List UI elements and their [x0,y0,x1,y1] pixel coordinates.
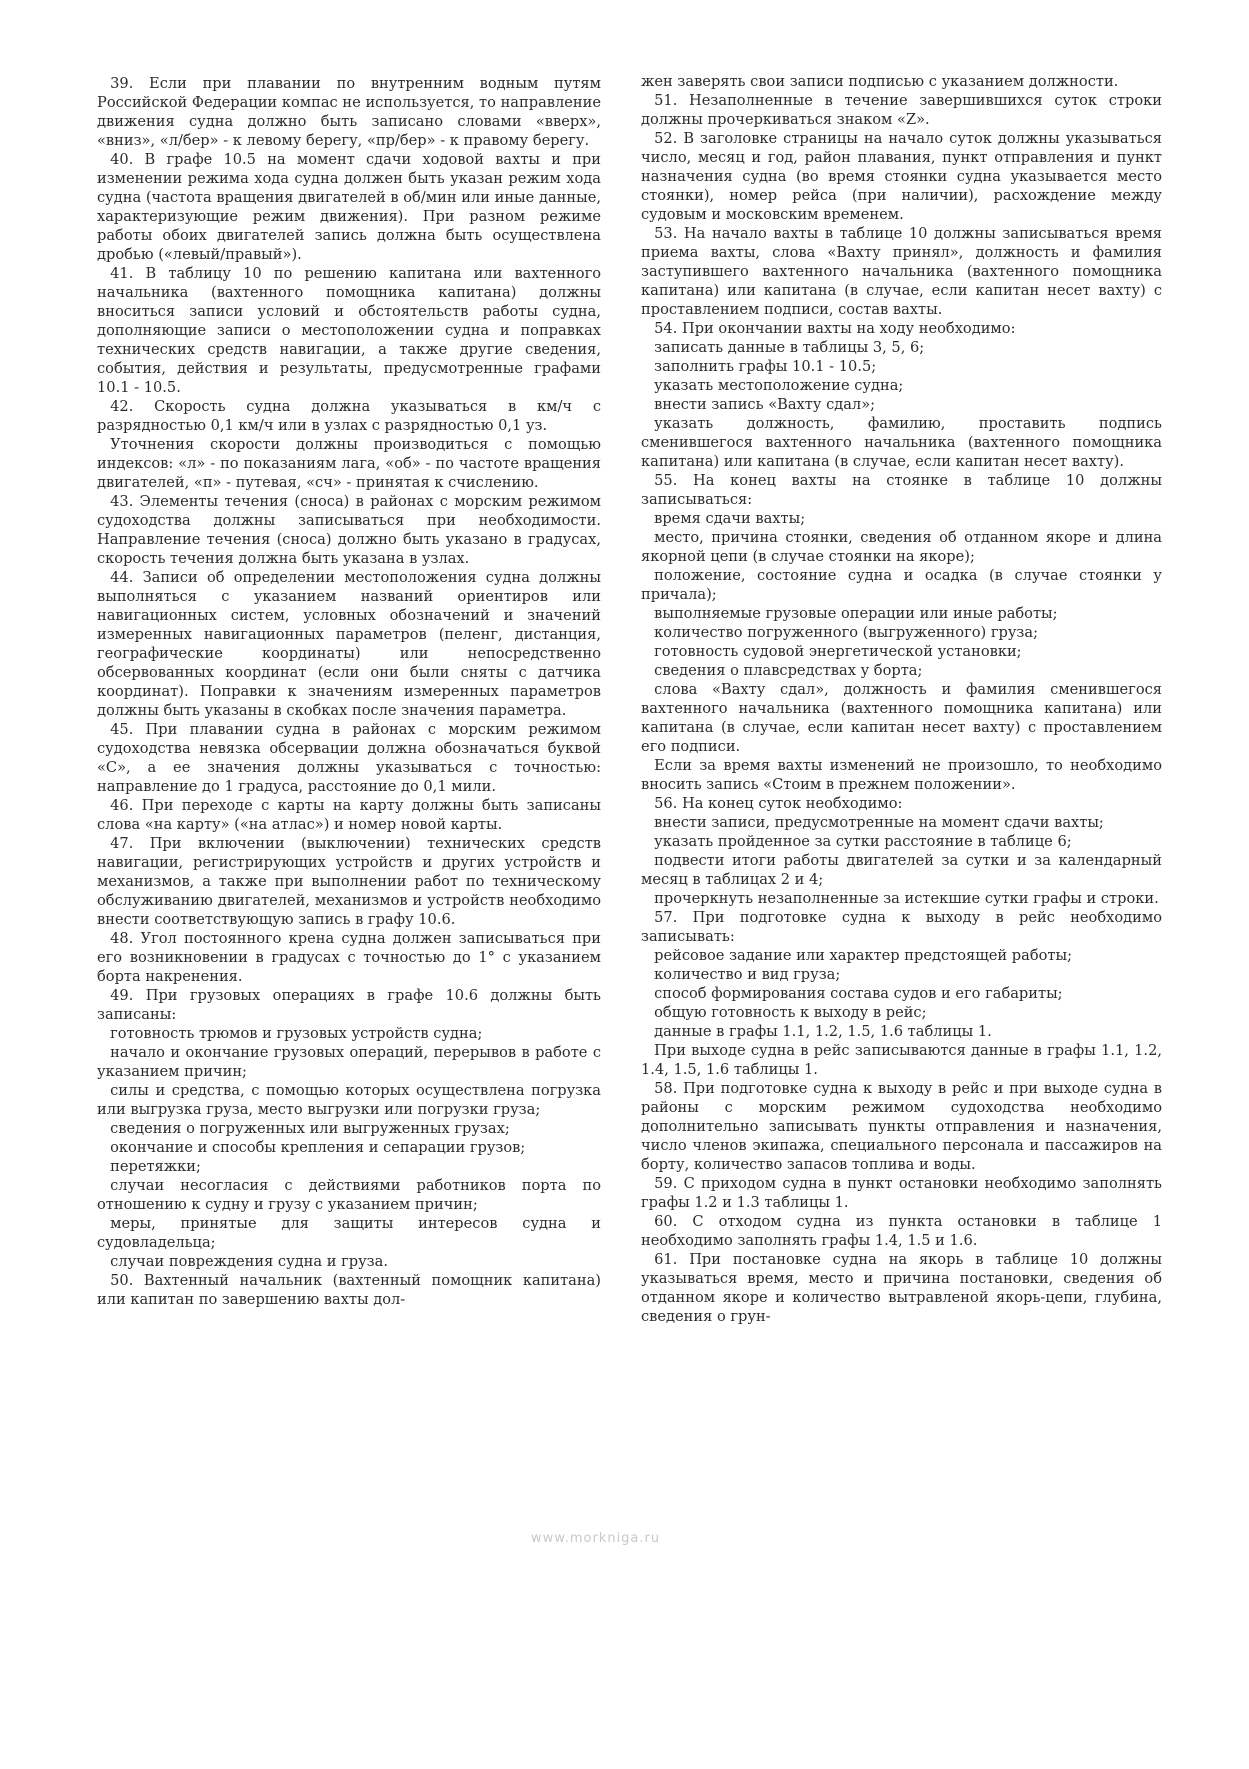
watermark: www.morkniga.ru [531,1531,661,1546]
list-item: место, причина стоянки, сведения об отданном якоре и длина якорной цепи (в случае стоянки на якоре); [641,529,1162,565]
list-item: заполнить графы 10.1 - 10.5; [654,358,877,375]
list-item: время сдачи вахты; [654,510,806,527]
list-item: случаи несогласия с действиями работников порта по отношению к судну и грузу с указанием причин; [97,1177,601,1213]
paragraph-41: 41. В таблицу 10 по решению капитана или вахтенного начальника (вахтенного помощника капитана) должны вноситься записи условий и обстоятельств работы судна, дополняющие записи о местоположении судна и поправках технических средств навигации, а также другие сведения, события, действия и результаты, предусмотренные графами 10.1 - 10.5. [97,265,601,396]
list-item: указать местоположение судна; [654,377,904,394]
list-item: сведения о погруженных или выгруженных грузах; [110,1120,510,1137]
paragraph-50-continued: жен заверять свои записи подписью с указанием должности. [641,73,1119,90]
paragraph-56: 56. На конец суток необходимо: [654,795,903,812]
paragraph-42-note: Уточнения скорости должны производиться с помощью индексов: «л» - по показаниям лага, «об» - по частоте вращения двигателей, «п» - путевая, «сч» - принятая к счислению. [97,436,601,491]
list-item: внести записи, предусмотренные на момент сдачи вахты; [654,814,1104,831]
paragraph-39: 39. Если при плавании по внутренним водным путям Российской Федерации компас не используется, то направление движения судна должно быть записано словами «вверх», «вниз», «л/бер» - к левому берегу, «пр/бер» - к правому берегу. [97,75,601,149]
paragraph-49: 49. При грузовых операциях в графе 10.6 должны быть записаны: [97,987,601,1023]
paragraph-61: 61. При постановке судна на якорь в таблице 10 должны указываться время, место и причина постановки, сведения об отданном якоре и количество вытравленой якорь-цепи, глубина, сведения о грун- [641,1251,1162,1325]
list-item: начало и окончание грузовых операций, перерывов в работе с указанием причин; [97,1044,601,1080]
list-item: прочеркнуть незаполненные за истекшие сутки графы и строки. [654,890,1159,907]
paragraph-44: 44. Записи об определении местоположения судна должны выполняться с указанием названий ориентиров или навигационных систем, условных обозначений и значений измеренных навигационных параметров (пеленг, дистанция, географические координаты) или непосредственно обсервованных координат (если они были сняты с датчика координат). Поправки к значениям измеренных параметров должны быть указаны в скобках после значения параметра. [97,569,601,719]
paragraph-55: 55. На конец вахты на стоянке в таблице 10 должны записываться: [641,472,1162,508]
list-item: записать данные в таблицы 3, 5, 6; [654,339,925,356]
left-text-column [97,74,601,1309]
list-item: количество погруженного (выгруженного) груза; [654,624,1038,641]
list-item: рейсовое задание или характер предстоящей работы; [654,947,1073,964]
list-item: меры, принятые для защиты интересов судна и судовладельца; [97,1215,601,1251]
list-item: количество и вид груза; [654,966,841,983]
paragraph-57-note: При выходе судна в рейс записываются данные в графы 1.1, 1.2, 1.4, 1.5, 1.6 таблицы 1. [641,1042,1162,1078]
paragraph-50: 50. Вахтенный начальник (вахтенный помощник капитана) или капитан по завершению вахты дол- [97,1272,601,1308]
paragraph-57: 57. При подготовке судна к выходу в рейс необходимо записывать: [641,909,1162,945]
list-item: случаи повреждения судна и груза. [110,1253,388,1270]
list-item: готовность трюмов и грузовых устройств судна; [110,1025,483,1042]
paragraph-46: 46. При переходе с карты на карту должны быть записаны слова «на карту» («на атлас») и номер новой карты. [97,797,601,833]
list-item: выполняемые грузовые операции или иные работы; [654,605,1058,622]
paragraph-43: 43. Элементы течения (сноса) в районах с морским режимом судоходства должны записываться при необходимости. Направление течения (сноса) должно быть указано в градусах, скорость течения должна быть указана в узлах. [97,493,601,567]
paragraph-51: 51. Незаполненные в течение завершившихся суток строки должны прочеркиваться знаком «Z». [641,92,1162,128]
list-item: сведения о плавсредствах у борта; [654,662,923,679]
paragraph-59: 59. С приходом судна в пункт остановки необходимо заполнять графы 1.2 и 1.3 таблицы 1. [641,1175,1162,1211]
paragraph-54: 54. При окончании вахты на ходу необходимо: [654,320,1016,337]
paragraph-55-note: Если за время вахты изменений не произошло, то необходимо вносить запись «Стоим в прежнем положении». [641,757,1162,793]
list-item: способ формирования состава судов и его габариты; [654,985,1063,1002]
list-item: общую готовность к выходу в рейс; [654,1004,927,1021]
right-text-column [641,72,1162,1326]
list-item: указать должность, фамилию, проставить подпись сменившегося вахтенного начальника (вахтенного помощника капитана) или капитана (в случае, если капитан несет вахту). [641,415,1162,470]
list-item: положение, состояние судна и осадка (в случае стоянки у причала); [641,567,1162,603]
paragraph-60: 60. С отходом судна из пункта остановки в таблице 1 необходимо заполнять графы 1.4, 1.5 и 1.6. [641,1213,1162,1249]
list-item: указать пройденное за сутки расстояние в таблице 6; [654,833,1072,850]
paragraph-42: 42. Скорость судна должна указываться в км/ч с разрядностью 0,1 км/ч или в узлах с разрядностью 0,1 уз. [97,398,601,434]
list-item: перетяжки; [110,1158,201,1175]
paragraph-58: 58. При подготовке судна к выходу в рейс и при выходе судна в районы с морским режимом судоходства необходимо дополнительно записывать пункты отправления и назначения, число членов экипажа, специального персонала и пассажиров на борту, количество запасов топлива и воды. [641,1080,1162,1173]
paragraph-47: 47. При включении (выключении) технических средств навигации, регистрирующих устройств и других устройств и механизмов, а также при выполнении работ по техническому обслуживанию двигателей, механизмов и устройств необходимо внести соответствующую запись в графу 10.6. [97,835,601,928]
paragraph-40: 40. В графе 10.5 на момент сдачи ходовой вахты и при изменении режима хода судна должен быть указан режим хода судна (частота вращения двигателей в об/мин или иные данные, характеризующие режим движения). При разном режиме работы обоих двигателей запись должна быть осуществлена дробью («левый/правый»). [97,151,601,263]
list-item: окончание и способы крепления и сепарации грузов; [110,1139,526,1156]
paragraph-48: 48. Угол постоянного крена судна должен записываться при его возникновении в градусах с точностью до 1° с указанием борта накренения. [97,930,601,985]
list-item: слова «Вахту сдал», должность и фамилия сменившегося вахтенного начальника (вахтенного помощника капитана) или капитана (в случае, если капитан несет вахту) с проставлением его подписи. [641,681,1162,755]
paragraph-45: 45. При плавании судна в районах с морским режимом судоходства невязка обсервации должна обозначаться буквой «С», а ее значения должны указываться с точностью: направление до 1 градуса, расстояние до 0,1 мили. [97,721,601,795]
list-item: готовность судовой энергетической установки; [654,643,1022,660]
list-item: внести запись «Вахту сдал»; [654,396,876,413]
paragraph-52: 52. В заголовке страницы на начало суток должны указываться число, месяц и год, район плавания, пункт отправления и пункт назначения судна (во время стоянки судна указывается место стоянки), номер рейса (при наличии), расхождение между судовым и московским временем. [641,130,1162,223]
list-item: подвести итоги работы двигателей за сутки и за календарный месяц в таблицах 2 и 4; [641,852,1162,888]
list-item: данные в графы 1.1, 1.2, 1.5, 1.6 таблицы 1. [654,1023,992,1040]
paragraph-53: 53. На начало вахты в таблице 10 должны записываться время приема вахты, слова «Вахту принял», должность и фамилия заступившего вахтенного начальника (вахтенного помощника капитана) или капитана (в случае, если капитан несет вахту) с проставлением подписи, состав вахты. [641,225,1162,318]
list-item: силы и средства, с помощью которых осуществлена погрузка или выгрузка груза, место выгрузки или погрузки груза; [97,1082,601,1118]
